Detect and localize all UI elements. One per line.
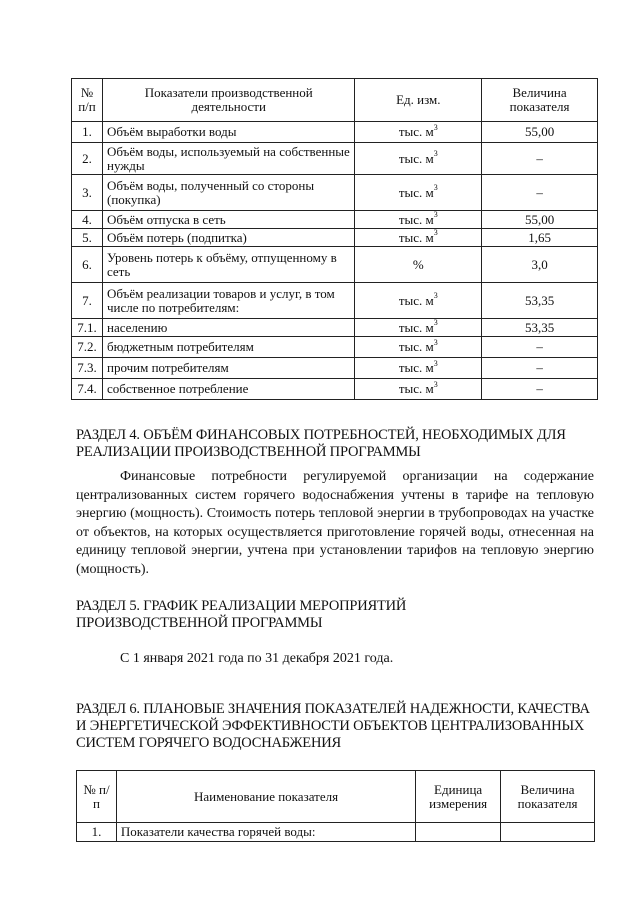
header-value: Величина показателя bbox=[501, 771, 595, 823]
unit-text: тыс. м bbox=[398, 319, 434, 335]
unit-text: тыс. м bbox=[398, 292, 434, 308]
indicator-value: – bbox=[482, 337, 598, 358]
row-number: 1. bbox=[77, 823, 117, 842]
indicator-value: – bbox=[482, 175, 598, 211]
unit-text: тыс. м bbox=[398, 211, 434, 227]
indicator-value bbox=[501, 823, 595, 842]
unit-exponent: 3 bbox=[433, 379, 438, 389]
unit-cell bbox=[355, 229, 482, 247]
indicator-name: населению bbox=[102, 319, 355, 337]
unit-exponent: 3 bbox=[433, 183, 438, 193]
section-5-heading: РАЗДЕЛ 5. ГРАФИК РЕАЛИЗАЦИИ МЕРОПРИЯТИЙ ПРОИЗВОДСТВЕННОЙ ПРОГРАММЫ bbox=[76, 598, 407, 631]
unit-exponent: 3 bbox=[433, 228, 438, 238]
row-number: 6. bbox=[72, 247, 103, 283]
unit-text: тыс. м bbox=[398, 360, 434, 375]
table-row bbox=[72, 283, 598, 319]
table-row bbox=[72, 358, 598, 379]
indicator-name: Объём воды, полученный со стороны (покупка) bbox=[102, 175, 355, 211]
header-indicator-name: Наименование показателя bbox=[116, 771, 415, 823]
header-num: № п/п bbox=[72, 79, 103, 122]
indicator-name: Объём реализации товаров и услуг, в том числе по потребителям: bbox=[102, 283, 355, 319]
row-number: 4. bbox=[72, 211, 103, 229]
table-row bbox=[72, 337, 598, 358]
indicator-value: 53,35 bbox=[482, 283, 598, 319]
table-row bbox=[72, 143, 598, 175]
unit-cell bbox=[355, 283, 482, 319]
header-indicator: Показатели производственной деятельности bbox=[102, 79, 355, 122]
indicator-name: Объём отпуска в сеть bbox=[102, 211, 355, 229]
indicator-value: 55,00 bbox=[482, 122, 598, 143]
table-row bbox=[77, 823, 595, 842]
unit-cell bbox=[355, 379, 482, 400]
unit-exponent: 3 bbox=[433, 318, 438, 328]
section-6-heading: РАЗДЕЛ 6. ПЛАНОВЫЕ ЗНАЧЕНИЯ ПОКАЗАТЕЛЕЙ НАДЕЖНОСТИ, КАЧЕСТВА И ЭНЕРГЕТИЧЕСКОЙ ЭФФЕКТИВНОСТИ ОБЪЕКТОВ ЦЕНТРАЛИЗОВАННЫХ СИСТЕМ ГОРЯЧЕГО ВОДОСНАБЖЕНИЯ bbox=[76, 701, 590, 751]
unit-text: % bbox=[412, 256, 424, 272]
unit-cell bbox=[355, 122, 482, 143]
indicator-name: бюджетным потребителям bbox=[102, 337, 355, 358]
indicator-name: Уровень потерь к объёму, отпущенному в сеть bbox=[102, 247, 355, 283]
row-number: 7. bbox=[72, 283, 103, 319]
row-number: 7.4. bbox=[72, 379, 103, 400]
table-row bbox=[72, 247, 598, 283]
unit-cell bbox=[355, 143, 482, 175]
unit-text: тыс. м bbox=[398, 339, 434, 354]
indicator-value: 1,65 bbox=[482, 229, 598, 247]
unit-cell bbox=[355, 337, 482, 358]
table-row bbox=[72, 229, 598, 247]
indicator-value: – bbox=[482, 358, 598, 379]
unit-cell bbox=[355, 211, 482, 229]
indicator-name: собственное потребление bbox=[102, 379, 355, 400]
unit-exponent: 3 bbox=[433, 122, 438, 132]
row-number: 5. bbox=[72, 229, 103, 247]
indicator-value: – bbox=[482, 379, 598, 400]
unit-exponent: 3 bbox=[433, 210, 438, 220]
quality-indicators-table bbox=[76, 770, 595, 842]
unit-cell bbox=[355, 319, 482, 337]
unit-exponent: 3 bbox=[433, 358, 438, 368]
header-unit: Ед. изм. bbox=[355, 79, 482, 122]
table-row bbox=[72, 379, 598, 400]
unit-cell bbox=[416, 823, 501, 842]
indicator-name: Показатели качества горячей воды: bbox=[116, 823, 415, 842]
row-number: 7.3. bbox=[72, 358, 103, 379]
row-number: 2. bbox=[72, 143, 103, 175]
unit-text: тыс. м bbox=[398, 184, 434, 200]
table-row bbox=[72, 319, 598, 337]
row-number: 1. bbox=[72, 122, 103, 143]
section-5-text: С 1 января 2021 года по 31 декабря 2021 года. bbox=[120, 651, 394, 666]
section-4-heading: РАЗДЕЛ 4. ОБЪЁМ ФИНАНСОВЫХ ПОТРЕБНОСТЕЙ, НЕОБХОДИМЫХ ДЛЯ РЕАЛИЗАЦИИ ПРОИЗВОДСТВЕННОЙ ПРОГРАММЫ bbox=[76, 427, 566, 460]
table-header-row bbox=[77, 771, 595, 823]
indicator-name: Объём потерь (подпитка) bbox=[102, 229, 355, 247]
table-header-row bbox=[72, 79, 598, 122]
indicator-value: – bbox=[482, 143, 598, 175]
row-number: 7.1. bbox=[72, 319, 103, 337]
table-row bbox=[72, 175, 598, 211]
indicator-value: 55,00 bbox=[482, 211, 598, 229]
unit-exponent: 3 bbox=[433, 291, 438, 301]
unit-exponent: 3 bbox=[433, 337, 438, 347]
indicator-value: 53,35 bbox=[482, 319, 598, 337]
row-number: 3. bbox=[72, 175, 103, 211]
indicator-value: 3,0 bbox=[482, 247, 598, 283]
unit-text: тыс. м bbox=[398, 229, 434, 245]
unit-cell bbox=[355, 358, 482, 379]
unit-cell bbox=[355, 247, 482, 283]
table-row bbox=[72, 122, 598, 143]
header-num: № п/п bbox=[77, 771, 117, 823]
header-unit: Единица измерения bbox=[416, 771, 501, 823]
unit-text: тыс. м bbox=[398, 150, 434, 166]
indicator-name: Объём выработки воды bbox=[102, 122, 355, 143]
unit-cell bbox=[355, 175, 482, 211]
table-row bbox=[72, 211, 598, 229]
row-number: 7.2. bbox=[72, 337, 103, 358]
header-value: Величина показателя bbox=[482, 79, 598, 122]
production-indicators-table bbox=[71, 78, 598, 400]
indicator-name: прочим потребителям bbox=[102, 358, 355, 379]
unit-exponent: 3 bbox=[433, 149, 438, 159]
section-4-text: Финансовые потребности регулируемой организации на содержание централизованных систем горячего водоснабжения учтены в тарифе на тепловую энергию (мощность). Стоимость потерь тепловой энергии в трубопроводах на участке от объектов, на которых осуществляется приготовление горячей воды, отнесенная на единицу тепловой энергии, учтена при установлении тарифов на тепловую энергию (мощность). bbox=[76, 469, 594, 577]
indicator-name: Объём воды, используемый на собственные нужды bbox=[102, 143, 355, 175]
unit-text: тыс. м bbox=[398, 381, 434, 396]
unit-text: тыс. м bbox=[398, 124, 434, 139]
